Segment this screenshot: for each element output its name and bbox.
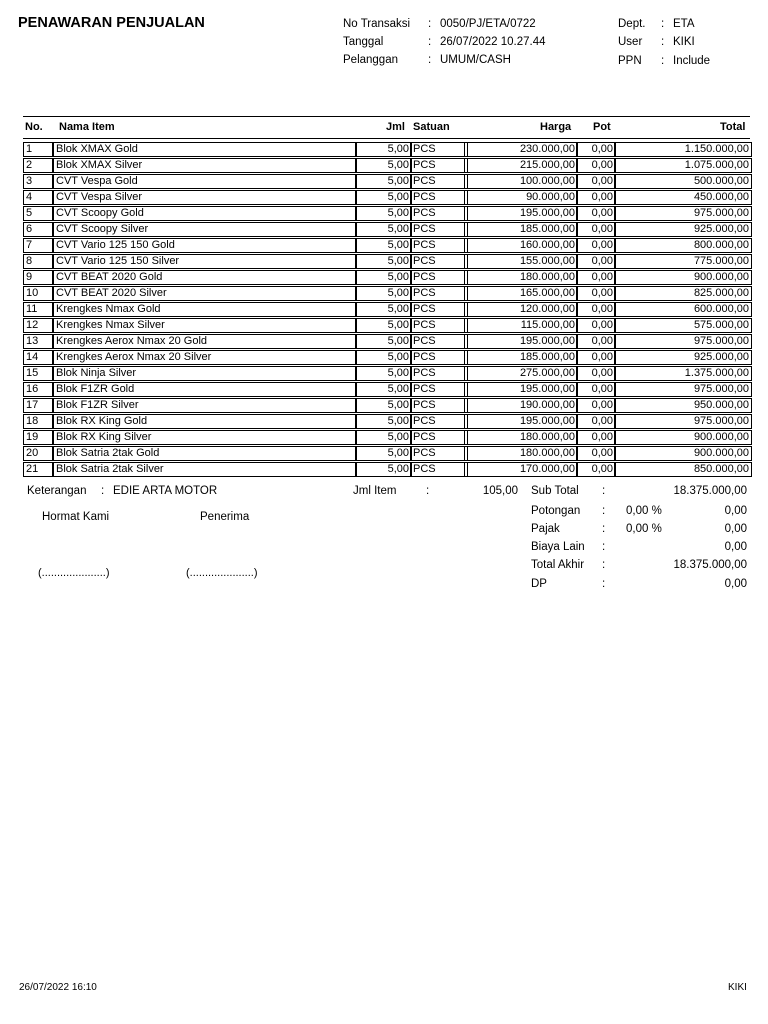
potongan-value: 0,00 [724,505,747,517]
table-row [23,190,750,206]
item-total: 850.000,00 [614,462,752,477]
item-unit: PCS [410,382,468,397]
item-price: 155.000,00 [464,254,578,269]
item-unit: PCS [410,270,468,285]
item-no: 9 [23,270,53,285]
item-unit: PCS [410,414,468,429]
item-unit: PCS [410,206,468,221]
item-qty: 5,00 [356,286,412,301]
table-row [23,270,750,286]
item-unit: PCS [410,366,468,381]
colon: : [661,55,665,67]
item-qty: 5,00 [356,190,412,205]
col-header-qty: Jml [386,121,405,133]
item-pot: 0,00 [576,430,616,445]
user-label: User [618,36,643,48]
item-pot: 0,00 [576,254,616,269]
item-price: 185.000,00 [464,222,578,237]
table-row [23,254,750,270]
item-name: Blok XMAX Gold [53,142,356,157]
item-total: 975.000,00 [614,206,752,221]
item-no: 8 [23,254,53,269]
colon: : [426,485,430,497]
item-name: Blok RX King Silver [53,430,356,445]
item-pot: 0,00 [576,334,616,349]
item-total: 900.000,00 [614,430,752,445]
potongan-percent: 0,00 % [626,505,662,517]
item-qty: 5,00 [356,206,412,221]
item-qty: 5,00 [356,334,412,349]
no-transaksi-value: 0050/PJ/ETA/0722 [440,18,536,30]
table-row [23,430,750,446]
table-row [23,366,750,382]
jml-item-value: 105,00 [482,485,518,497]
item-name: CVT Scoopy Gold [53,206,356,221]
item-total: 1.150.000,00 [614,142,752,157]
table-row [23,222,750,238]
total-akhir-value: 18.375.000,00 [673,559,747,571]
item-total: 825.000,00 [614,286,752,301]
item-price: 170.000,00 [464,462,578,477]
item-name: Blok F1ZR Silver [53,398,356,413]
item-unit: PCS [410,430,468,445]
item-name: CVT Vario 125 150 Gold [53,238,356,253]
jml-item-label: Jml Item [353,485,397,497]
item-qty: 5,00 [356,238,412,253]
item-price: 90.000,00 [464,190,578,205]
item-unit: PCS [410,254,468,269]
table-row [23,446,750,462]
item-total: 500.000,00 [614,174,752,189]
no-transaksi-label: No Transaksi [343,18,411,30]
item-no: 18 [23,414,53,429]
item-price: 195.000,00 [464,414,578,429]
item-qty: 5,00 [356,158,412,173]
item-total: 925.000,00 [614,222,752,237]
table-row [23,206,750,222]
subtotal-label: Sub Total [531,485,579,497]
item-unit: PCS [410,462,468,477]
item-qty: 5,00 [356,350,412,365]
item-pot: 0,00 [576,462,616,477]
table-row [23,350,750,366]
table-row [23,142,750,158]
item-no: 15 [23,366,53,381]
item-no: 14 [23,350,53,365]
item-price: 180.000,00 [464,446,578,461]
item-no: 21 [23,462,53,477]
item-pot: 0,00 [576,142,616,157]
pajak-percent: 0,00 % [626,523,662,535]
item-name: Blok Satria 2tak Gold [53,446,356,461]
table-row [23,238,750,254]
item-no: 11 [23,302,53,317]
item-qty: 5,00 [356,430,412,445]
col-header-no: No. [25,121,43,133]
item-no: 20 [23,446,53,461]
item-pot: 0,00 [576,270,616,285]
item-total: 975.000,00 [614,382,752,397]
item-pot: 0,00 [576,206,616,221]
item-total: 1.075.000,00 [614,158,752,173]
page-title: PENAWARAN PENJUALAN [18,15,205,31]
item-unit: PCS [410,190,468,205]
item-no: 4 [23,190,53,205]
total-akhir-label: Total Akhir [531,559,585,571]
item-total: 975.000,00 [614,334,752,349]
item-price: 215.000,00 [464,158,578,173]
item-unit: PCS [410,222,468,237]
item-qty: 5,00 [356,382,412,397]
item-name: CVT Vespa Silver [53,190,356,205]
item-no: 1 [23,142,53,157]
item-pot: 0,00 [576,190,616,205]
colon: : [428,36,432,48]
item-no: 7 [23,238,53,253]
item-unit: PCS [410,446,468,461]
biaya-lain-label: Biaya Lain [531,541,585,553]
item-price: 160.000,00 [464,238,578,253]
item-pot: 0,00 [576,398,616,413]
table-row [23,462,750,478]
item-qty: 5,00 [356,398,412,413]
item-price: 195.000,00 [464,382,578,397]
item-total: 900.000,00 [614,270,752,285]
item-name: Krengkes Aerox Nmax 20 Gold [53,334,356,349]
item-total: 925.000,00 [614,350,752,365]
table-row [23,318,750,334]
item-total: 900.000,00 [614,446,752,461]
item-no: 13 [23,334,53,349]
item-unit: PCS [410,158,468,173]
colon: : [661,36,665,48]
item-total: 1.375.000,00 [614,366,752,381]
item-no: 19 [23,430,53,445]
item-qty: 5,00 [356,174,412,189]
item-pot: 0,00 [576,222,616,237]
item-pot: 0,00 [576,286,616,301]
tanggal-value: 26/07/2022 10.27.44 [440,36,546,48]
item-pot: 0,00 [576,414,616,429]
item-total: 775.000,00 [614,254,752,269]
item-no: 12 [23,318,53,333]
item-price: 180.000,00 [464,430,578,445]
col-header-price: Harga [540,121,572,133]
item-unit: PCS [410,142,468,157]
item-pot: 0,00 [576,302,616,317]
colon: : [661,18,665,30]
colon: : [602,523,606,535]
item-no: 5 [23,206,53,221]
signature-line-right: (.....................) [186,567,258,579]
item-pot: 0,00 [576,446,616,461]
item-qty: 5,00 [356,270,412,285]
table-header-rule [23,138,750,139]
item-name: CVT Vespa Gold [53,174,356,189]
col-header-total: Total [720,121,746,133]
item-qty: 5,00 [356,366,412,381]
pelanggan-value: UMUM/CASH [440,54,511,66]
colon: : [602,505,606,517]
item-price: 185.000,00 [464,350,578,365]
item-total: 800.000,00 [614,238,752,253]
ppn-label: PPN [618,55,642,67]
item-no: 16 [23,382,53,397]
colon: : [428,54,432,66]
hormat-kami-label: Hormat Kami [42,511,110,523]
dept-value: ETA [673,18,695,30]
item-no: 10 [23,286,53,301]
keterangan-value: EDIE ARTA MOTOR [113,485,218,497]
potongan-label: Potongan [531,505,581,517]
item-total: 950.000,00 [614,398,752,413]
item-qty: 5,00 [356,318,412,333]
item-pot: 0,00 [576,366,616,381]
dp-label: DP [531,578,547,590]
colon: : [428,18,432,30]
penerima-label: Penerima [200,511,250,523]
item-unit: PCS [410,174,468,189]
item-unit: PCS [410,286,468,301]
item-qty: 5,00 [356,254,412,269]
item-pot: 0,00 [576,382,616,397]
item-name: CVT BEAT 2020 Gold [53,270,356,285]
item-total: 600.000,00 [614,302,752,317]
item-total: 575.000,00 [614,318,752,333]
item-unit: PCS [410,398,468,413]
item-name: Blok RX King Gold [53,414,356,429]
item-name: Blok XMAX Silver [53,158,356,173]
dp-value: 0,00 [724,578,747,590]
table-row [23,414,750,430]
item-name: Blok F1ZR Gold [53,382,356,397]
item-price: 195.000,00 [464,334,578,349]
item-price: 180.000,00 [464,270,578,285]
item-unit: PCS [410,302,468,317]
table-row [23,382,750,398]
item-no: 17 [23,398,53,413]
item-pot: 0,00 [576,158,616,173]
signature-line-left: (.....................) [38,567,110,579]
item-qty: 5,00 [356,302,412,317]
keterangan-label: Keterangan [27,485,87,497]
item-price: 115.000,00 [464,318,578,333]
table-row [23,174,750,190]
item-price: 100.000,00 [464,174,578,189]
item-unit: PCS [410,350,468,365]
ppn-value: Include [673,55,711,67]
col-header-name: Nama Item [59,121,115,133]
item-pot: 0,00 [576,318,616,333]
item-qty: 5,00 [356,414,412,429]
item-price: 165.000,00 [464,286,578,301]
print-timestamp: 26/07/2022 16:10 [19,982,97,993]
item-qty: 5,00 [356,222,412,237]
item-pot: 0,00 [576,174,616,189]
item-name: Krengkes Nmax Silver [53,318,356,333]
item-name: CVT Scoopy Silver [53,222,356,237]
table-row [23,334,750,350]
pajak-value: 0,00 [724,523,747,535]
item-price: 275.000,00 [464,366,578,381]
pelanggan-label: Pelanggan [343,54,398,66]
item-qty: 5,00 [356,142,412,157]
item-no: 3 [23,174,53,189]
item-pot: 0,00 [576,238,616,253]
colon: : [602,485,606,497]
dept-label: Dept. [618,18,646,30]
item-price: 195.000,00 [464,206,578,221]
table-row [23,286,750,302]
colon: : [602,578,606,590]
item-name: CVT Vario 125 150 Silver [53,254,356,269]
item-name: Blok Ninja Silver [53,366,356,381]
item-price: 120.000,00 [464,302,578,317]
tanggal-label: Tanggal [343,36,384,48]
item-qty: 5,00 [356,446,412,461]
item-price: 230.000,00 [464,142,578,157]
colon: : [602,541,606,553]
col-header-unit: Satuan [413,121,450,133]
subtotal-value: 18.375.000,00 [673,485,747,497]
table-row [23,398,750,414]
item-price: 190.000,00 [464,398,578,413]
table-row [23,158,750,174]
colon: : [101,485,105,497]
colon: : [602,559,606,571]
item-unit: PCS [410,334,468,349]
item-total: 450.000,00 [614,190,752,205]
col-header-pot: Pot [593,121,611,133]
item-name: Krengkes Nmax Gold [53,302,356,317]
item-name: Blok Satria 2tak Silver [53,462,356,477]
item-pot: 0,00 [576,350,616,365]
item-name: CVT BEAT 2020 Silver [53,286,356,301]
print-user: KIKI [728,982,747,993]
item-unit: PCS [410,318,468,333]
user-value: KIKI [673,36,695,48]
item-unit: PCS [410,238,468,253]
table-top-rule [23,116,750,117]
pajak-label: Pajak [531,523,560,535]
item-name: Krengkes Aerox Nmax 20 Silver [53,350,356,365]
item-no: 6 [23,222,53,237]
items-table [23,142,750,478]
item-no: 2 [23,158,53,173]
table-row [23,302,750,318]
biaya-lain-value: 0,00 [724,541,747,553]
item-total: 975.000,00 [614,414,752,429]
item-qty: 5,00 [356,462,412,477]
